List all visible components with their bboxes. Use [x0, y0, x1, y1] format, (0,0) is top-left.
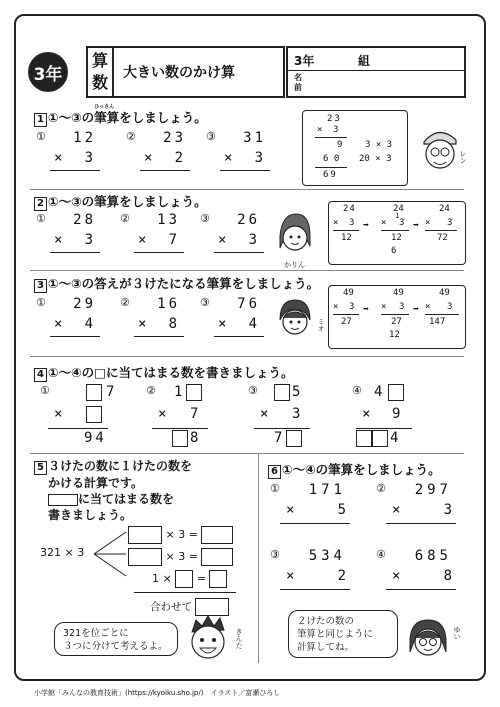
q5-row-2: × 3 =: [128, 548, 233, 566]
character-name-ren: レン: [459, 150, 467, 164]
answer-box[interactable]: [128, 526, 162, 544]
character-kinta-illustration: [186, 614, 232, 662]
grade-badge: 3年: [28, 52, 68, 92]
q2-hint-box: 24 × 3 12 ➡ 24 1 × 3 12 6 ➡ 24 × 3 72: [328, 201, 466, 265]
q6-title: 6 ①～④の筆算をしましょう。: [268, 460, 441, 479]
q1-title: 1 ①～③の ひっさん 筆算をしましょう。: [34, 108, 207, 127]
q4-problem-2: ② 1 × 7 8: [146, 384, 232, 446]
q5-total: 合わせて: [150, 598, 229, 616]
answer-box[interactable]: [286, 430, 302, 447]
answer-box[interactable]: [209, 570, 227, 588]
character-name-yui: ゆい: [453, 626, 461, 640]
q5-speech-bubble: 321を位ごとに ３つに分けて考えるよ。: [54, 622, 178, 656]
answer-box[interactable]: [186, 384, 202, 401]
subject-char-2: 数: [91, 73, 108, 92]
worksheet-title: [113, 46, 285, 98]
divider: [30, 270, 464, 271]
footer-credit: 小学館「みんなの教育技術」(https://kyoiku.sho.jp/) イラスト／富瀬ひろし: [34, 689, 281, 697]
q6-problem-1: ① 171 × 5: [270, 482, 350, 526]
q4-problem-3: ③ 5 × 3 7: [248, 384, 334, 446]
answer-box[interactable]: [86, 406, 102, 423]
q1-number: 1: [34, 113, 47, 127]
q6-problem-4: ④ 685 × 8: [376, 548, 456, 592]
q2-title: 2 ①～③の筆算をしましょう。: [34, 192, 207, 211]
answer-box[interactable]: [86, 384, 102, 401]
q1-ruby-text: 筆算: [94, 110, 120, 125]
answer-box[interactable]: [372, 430, 388, 447]
character-karin-illustration: [276, 212, 314, 258]
subject-label: [86, 46, 114, 98]
q4-problem-4: ④ 4 × 9 4: [352, 384, 438, 446]
answer-box[interactable]: [388, 384, 404, 401]
q6-problem-2: ② 297 × 3: [376, 482, 456, 526]
q6-problem-3: ③ 534 × 2: [270, 548, 350, 592]
character-mio-illustration: [276, 296, 314, 342]
answer-box[interactable]: [356, 430, 372, 447]
subject-char-1: 算: [91, 51, 108, 70]
q3-title: 3 ①～③の答えが３けたになる筆算をしましょう。: [34, 274, 319, 293]
class-row: [288, 48, 464, 71]
answer-box[interactable]: [201, 526, 233, 544]
divider: [30, 356, 464, 357]
q6-speech-bubble: ２けたの数の 筆算と同じように 計算してね。: [288, 610, 398, 658]
answer-box[interactable]: [175, 570, 193, 588]
divider: [258, 453, 259, 663]
character-name-mio: ミオ: [317, 318, 325, 332]
q5-row-1: × 3 =: [128, 526, 233, 544]
answer-box-sample: [48, 494, 78, 506]
answer-box[interactable]: [274, 384, 290, 401]
character-name-kinta: きんた: [235, 628, 243, 649]
divider: [30, 189, 464, 190]
character-ren-illustration: [416, 120, 462, 176]
name-label: 名 前: [294, 73, 302, 92]
q5-expression: 321 × 3: [40, 546, 85, 559]
q5-branch-lines: [94, 530, 128, 580]
answer-box[interactable]: [201, 548, 233, 566]
character-name-karin: かりん: [284, 261, 305, 269]
answer-box[interactable]: [128, 548, 162, 566]
divider: [30, 453, 464, 454]
name-class-box: [286, 46, 466, 98]
character-yui-illustration: [406, 616, 450, 660]
q3-hint-box: 49 × 3 27 ➡ 49 × 3 27 12 ➡ 49 × 3 147: [328, 285, 466, 349]
answer-box[interactable]: [172, 430, 188, 447]
q5-row-3: 1 × =: [152, 570, 227, 588]
q4-title: 4 ①～④の□に当てはまる数を書きましょう。: [34, 363, 293, 382]
q4-problem-1: ① 7 × 94: [40, 384, 115, 446]
q5-sum-line: [134, 592, 236, 593]
q1-ruby-reading: ひっさん: [94, 104, 115, 110]
title-text: 大きい数のかけ算: [123, 65, 235, 81]
class-grade: 3年: [294, 54, 315, 68]
q1-hint-box: 23 × 3 9 3 × 3 6 0 20 × 3 69: [302, 110, 408, 186]
class-label: 組: [358, 54, 371, 68]
q5-instructions: 5 ３けたの数に１けたの数を かける計算です。 に当てはまる数を 書きましょう。: [34, 458, 192, 523]
